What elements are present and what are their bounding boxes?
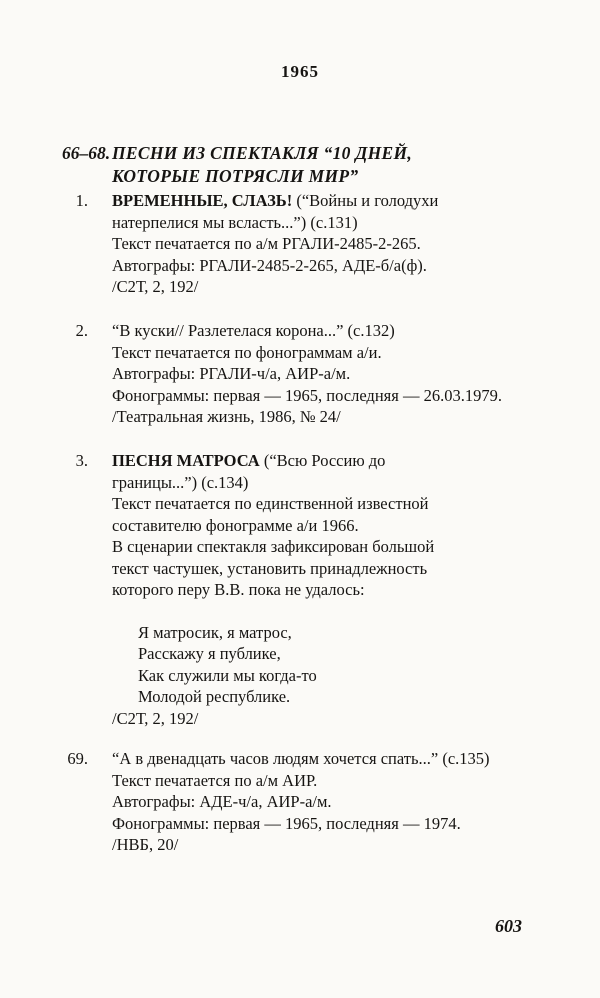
song-title-rest: (“Войны и голодухи: [292, 191, 439, 210]
entry-number: 69.: [67, 749, 88, 768]
text-line: натерпелися мы всласть...”) (с.131): [112, 212, 358, 232]
text-line: В сценарии спектакля зафиксирован большой: [112, 537, 435, 556]
text-line: Текст печатается по а/м АИР.: [112, 770, 318, 790]
text-line: Автографы: РГАЛИ-ч/а, АИР-а/м.: [112, 364, 351, 383]
entry-69: [62, 748, 570, 856]
text-line: “В куски// Разлетелася корона...” (с.132): [112, 321, 395, 340]
entry-body: [112, 212, 438, 298]
text-line: Автографы: РГАЛИ-2485-2-265, АДЕ-б/а(ф).: [112, 255, 427, 275]
verse-block: [138, 622, 434, 708]
entry-content: [112, 748, 490, 856]
entry-body: [112, 472, 434, 601]
song-title-rest: (“Всю Россию до: [259, 451, 386, 470]
entry-title-line: [112, 190, 438, 212]
text-line: Текст печатается по фонограммам а/и.: [112, 342, 382, 362]
text-line: текст частушек, установить принадлежность: [112, 558, 428, 578]
section-heading: [62, 142, 560, 188]
text-line: Как служили мы когда-то: [138, 665, 317, 685]
text-line: границы...”) (с.134): [112, 472, 249, 492]
heading-line-2: КОТОРЫЕ ПОТРЯСЛИ МИР”: [112, 166, 359, 186]
heading-line-1: ПЕСНИ ИЗ СПЕКТАКЛЯ “10 ДНЕЙ,: [112, 143, 413, 163]
entry-content: [112, 190, 438, 298]
entry-body: [112, 748, 490, 856]
text-line: которого перу В.В. пока не удалось:: [112, 580, 365, 599]
text-line: Фонограммы: первая — 1965, последняя — 1974.: [112, 813, 461, 833]
entry-body: [112, 320, 502, 428]
text-line: Расскажу я публике,: [138, 644, 281, 663]
text-line: /НВБ, 20/: [112, 835, 179, 854]
text-line: Текст печатается по а/м РГАЛИ-2485-2-265.: [112, 234, 421, 253]
entry-number: 3.: [75, 451, 88, 470]
page-number: 603: [495, 916, 522, 936]
text-line: Автографы: АДЕ-ч/а, АИР-а/м.: [112, 792, 332, 811]
text-line: /Театральная жизнь, 1986, № 24/: [112, 407, 341, 426]
heading-title: [112, 142, 560, 188]
page-year-header: 1965: [281, 62, 319, 81]
heading-number: 66–68.: [62, 143, 111, 163]
text-line: /С2Т, 2, 192/: [112, 277, 199, 296]
entry-2: [62, 320, 570, 428]
entry-1: [62, 190, 570, 298]
entry-source-line: /С2Т, 2, 192/: [112, 708, 199, 728]
entry-content: [112, 450, 434, 729]
text-line: Я матросик, я матрос,: [138, 622, 292, 642]
entry-3: [62, 450, 570, 729]
text-line: Текст печатается по единственной известной: [112, 494, 429, 513]
song-title: ВРЕМЕННЫЕ, СЛАЗЬ!: [112, 191, 293, 210]
song-title: ПЕСНЯ МАТРОСА: [112, 451, 260, 470]
entry-content: [112, 320, 502, 428]
text-line: Фонограммы: первая — 1965, последняя — 26.03.1979.: [112, 385, 502, 405]
text-line: составителю фонограмме а/и 1966.: [112, 515, 359, 535]
text-line: “А в двенадцать часов людям хочется спать...” (с.135): [112, 749, 490, 768]
entry-number: 2.: [75, 321, 88, 340]
entry-title-line: [112, 450, 434, 472]
text-line: Молодой республике.: [138, 687, 291, 706]
entry-number: 1.: [75, 191, 88, 210]
